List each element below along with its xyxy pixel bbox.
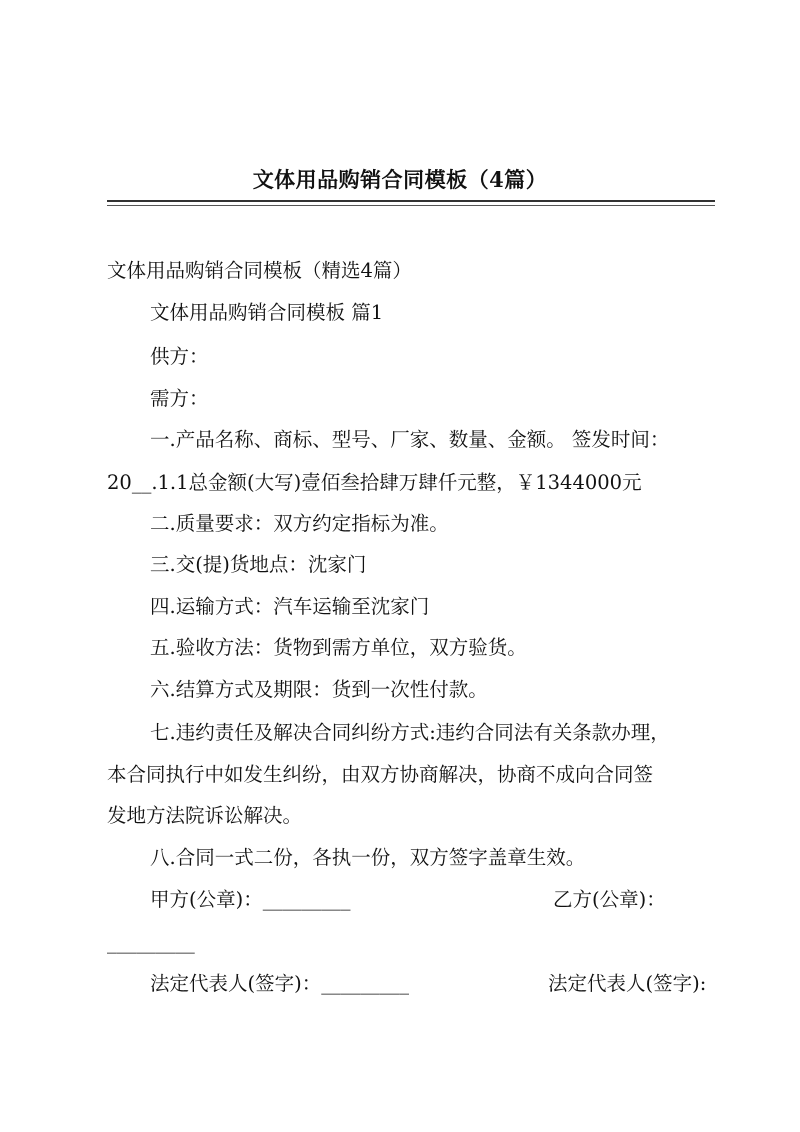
party-a-representative: 法定代表人(签字)：_________	[150, 972, 409, 995]
clause-4: 四.运输方式：汽车运输至沈家门	[150, 595, 430, 618]
party-b-seal-blank: _________	[107, 931, 195, 954]
clause-2: 二.质量要求：双方约定指标为准。	[150, 512, 449, 535]
clause-6: 六.结算方式及期限：货到一次性付款。	[150, 678, 488, 701]
clause-1-line-1: 一.产品名称、商标、型号、厂家、数量、金额。 签发时间：	[150, 428, 670, 451]
clause-7-line-3: 发地方法院诉讼解决。	[107, 804, 303, 827]
buyer-line: 需方：	[150, 387, 209, 410]
clause-7-line-1: 七.违约责任及解决合同纠纷方式:违约合同法有关条款办理，	[150, 721, 670, 744]
clause-1-line-2: 20__.1.1总金额(大写)壹佰叁拾肆万肆仟元整，￥1344000元	[107, 471, 642, 494]
section-heading: 文体用品购销合同模板 篇1	[150, 301, 384, 324]
clause-5: 五.验收方法：货物到需方单位，双方验货。	[150, 636, 527, 659]
clause-8: 八.合同一式二份，各执一份，双方签字盖章生效。	[150, 846, 586, 869]
document-title: 文体用品购销合同模板（4篇）	[252, 167, 548, 192]
party-b-seal: 乙方(公章)：	[553, 888, 666, 911]
party-a-seal: 甲方(公章)：_________	[150, 888, 351, 911]
supplier-line: 供方：	[150, 345, 209, 368]
document-subtitle: 文体用品购销合同模板（精选4篇）	[107, 259, 412, 282]
title-rule-thin	[107, 205, 715, 206]
clause-3: 三.交(提)货地点：沈家门	[150, 553, 367, 576]
party-b-representative: 法定代表人(签字):	[548, 972, 707, 995]
title-rule-thick	[107, 200, 715, 202]
clause-7-line-2: 本合同执行中如发生纠纷，由双方协商解决，协商不成向合同签	[107, 763, 654, 786]
